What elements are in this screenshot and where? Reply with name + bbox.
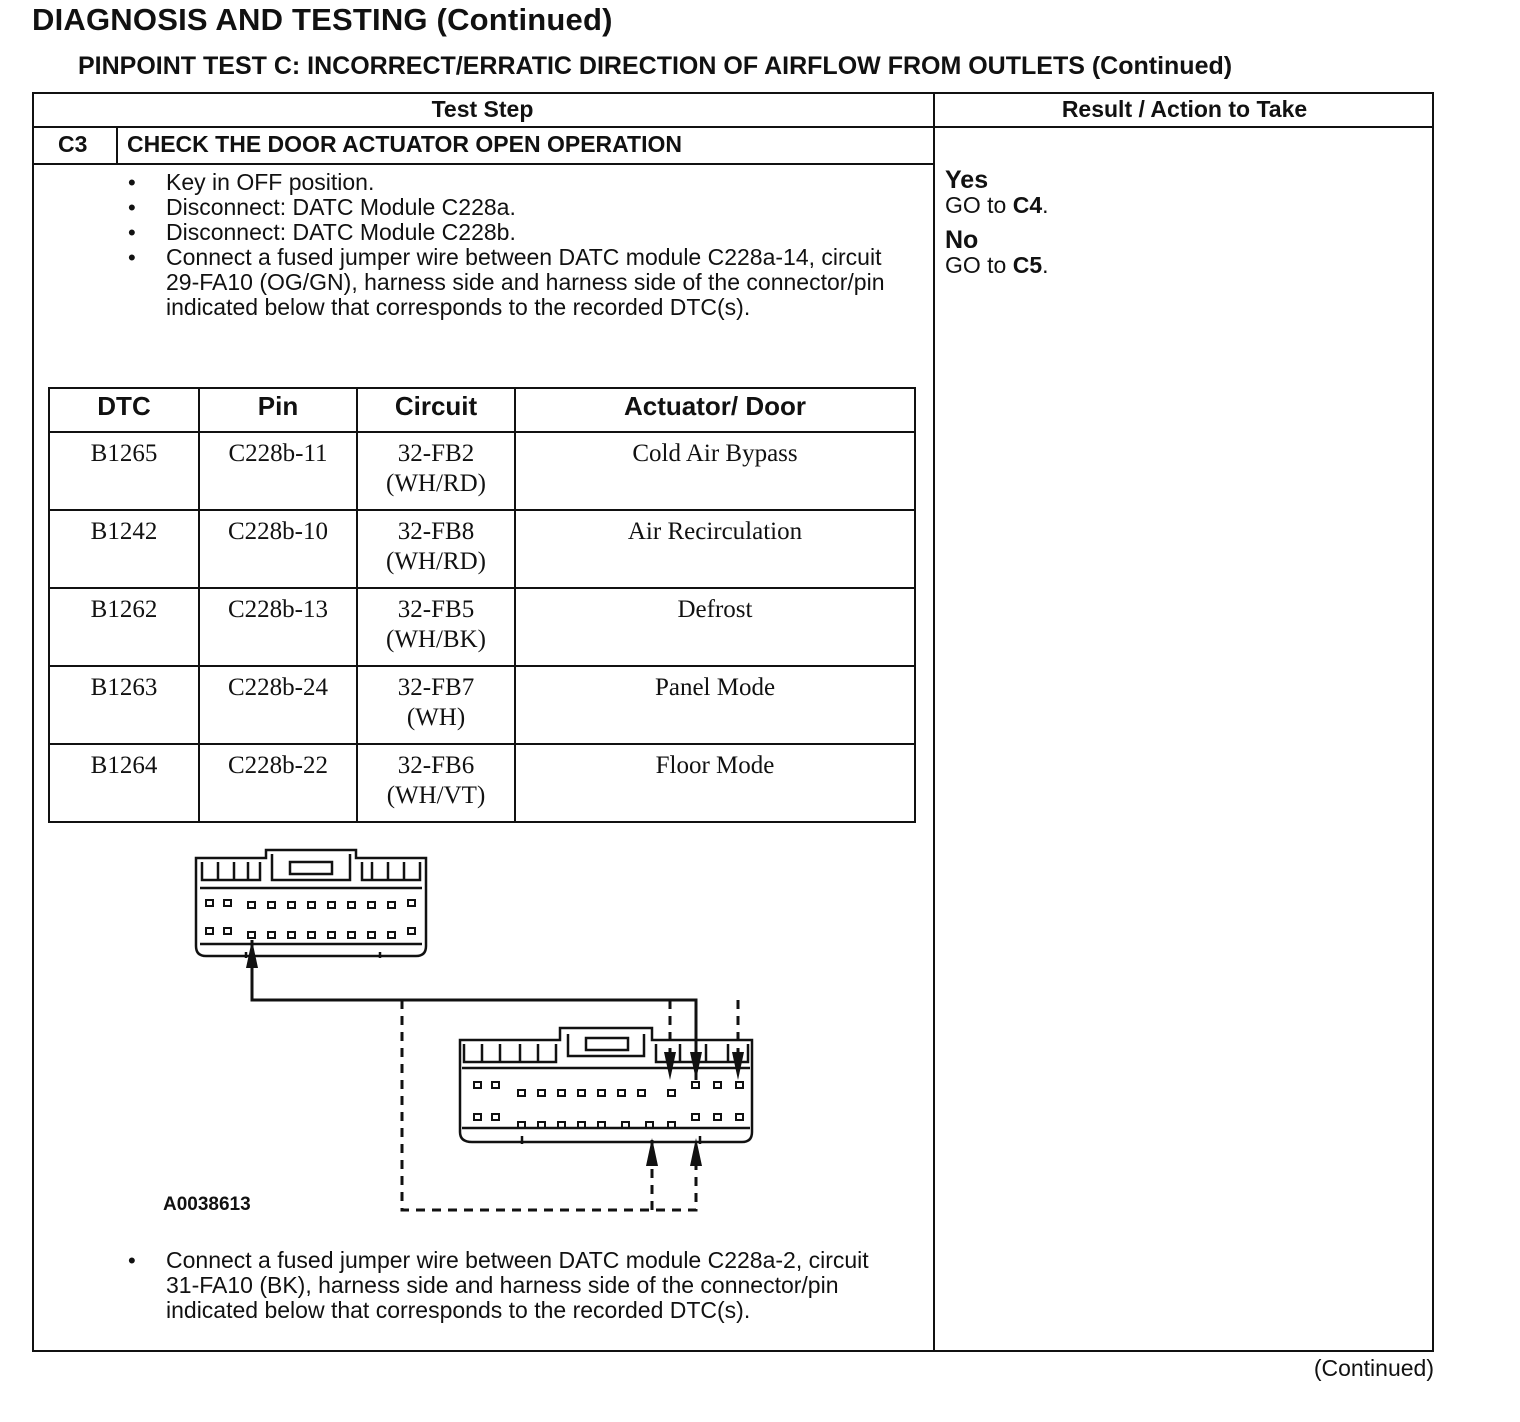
dtc-cell: B1242 — [49, 510, 199, 588]
dtc-cell: B1263 — [49, 666, 199, 744]
circuit-cell: 32-FB6 (WH/VT) — [357, 744, 515, 822]
door-cell: Panel Mode — [515, 666, 915, 744]
header-divider — [32, 126, 1434, 128]
step-row-divider — [32, 163, 934, 165]
result-no-label: No — [945, 226, 979, 254]
continued-label: (Continued) — [1313, 1355, 1434, 1381]
column-divider — [933, 92, 935, 1352]
connector-c228b-pins — [474, 1082, 743, 1128]
door-cell: Defrost — [515, 588, 915, 666]
result-no-action: GO to C5. — [945, 252, 1049, 278]
result-yes-label: Yes — [945, 166, 989, 194]
dtc-cell: B1264 — [49, 744, 199, 822]
pin-cell: C228b-22 — [199, 744, 357, 822]
table-row — [49, 588, 915, 666]
instruction-item: • Key in OFF position. — [128, 170, 898, 195]
circuit-cell: 32-FB7 (WH) — [357, 666, 515, 744]
table-header-pin: Pin — [199, 388, 357, 432]
instruction-item: • Disconnect: DATC Module C228b. — [128, 220, 898, 245]
table-header-dtc: DTC — [49, 388, 199, 432]
table-header-circuit: Circuit — [357, 388, 515, 432]
pinpoint-test-title: PINPOINT TEST C: INCORRECT/ERRATIC DIRECTION OF AIRFLOW FROM OUTLETS (Continued) — [78, 52, 1233, 80]
connector-pinout-diagram — [160, 840, 780, 1230]
table-row — [49, 666, 915, 744]
step-id-divider — [116, 126, 118, 164]
instruction-item: • Disconnect: DATC Module C228a. — [128, 195, 898, 220]
probe-arrows — [246, 940, 744, 1166]
page-title: DIAGNOSIS AND TESTING (Continued) — [32, 2, 613, 37]
table-row — [49, 432, 915, 510]
pin-cell: C228b-24 — [199, 666, 357, 744]
dtc-cell: B1262 — [49, 588, 199, 666]
figure-id: A0038613 — [163, 1194, 251, 1215]
door-cell: Air Recirculation — [515, 510, 915, 588]
circuit-cell: 32-FB5 (WH/BK) — [357, 588, 515, 666]
step-title: CHECK THE DOOR ACTUATOR OPEN OPERATION — [127, 131, 682, 157]
instruction-list — [128, 170, 898, 320]
column-header-result-action: Result / Action to Take — [1061, 96, 1308, 122]
connector-c228a-pins — [206, 900, 415, 938]
door-cell: Floor Mode — [515, 744, 915, 822]
table-header-door: Actuator/ Door — [515, 388, 915, 432]
pin-cell: C228b-11 — [199, 432, 357, 510]
table-header-row — [49, 388, 915, 432]
pin-cell: C228b-13 — [199, 588, 357, 666]
table-row — [49, 510, 915, 588]
dtc-table — [48, 387, 916, 823]
instruction-list-after-figure — [128, 1248, 898, 1323]
result-yes-action: GO to C4. — [945, 192, 1049, 218]
door-cell: Cold Air Bypass — [515, 432, 915, 510]
instruction-item: • Connect a fused jumper wire between DATC module C228a-2, circuit 31-FA10 (BK), harness side and harness side of the connector/pin indicated below that corresponds to the recorded DTC(s). — [128, 1248, 898, 1323]
step-id: C3 — [58, 131, 88, 157]
dtc-cell: B1265 — [49, 432, 199, 510]
jumper-wire-dashed — [402, 1000, 738, 1210]
column-header-test-step: Test Step — [431, 96, 534, 122]
instruction-item: • Connect a fused jumper wire between DATC module C228a-14, circuit 29-FA10 (OG/GN), harness side and harness side of the connector/pin indicated below that corresponds to the recorded DTC(s). — [128, 245, 898, 320]
circuit-cell: 32-FB2 (WH/RD) — [357, 432, 515, 510]
jumper-wire-solid — [252, 940, 696, 1080]
result-action — [945, 168, 1049, 278]
pin-cell: C228b-10 — [199, 510, 357, 588]
circuit-cell: 32-FB8 (WH/RD) — [357, 510, 515, 588]
table-row — [49, 744, 915, 822]
